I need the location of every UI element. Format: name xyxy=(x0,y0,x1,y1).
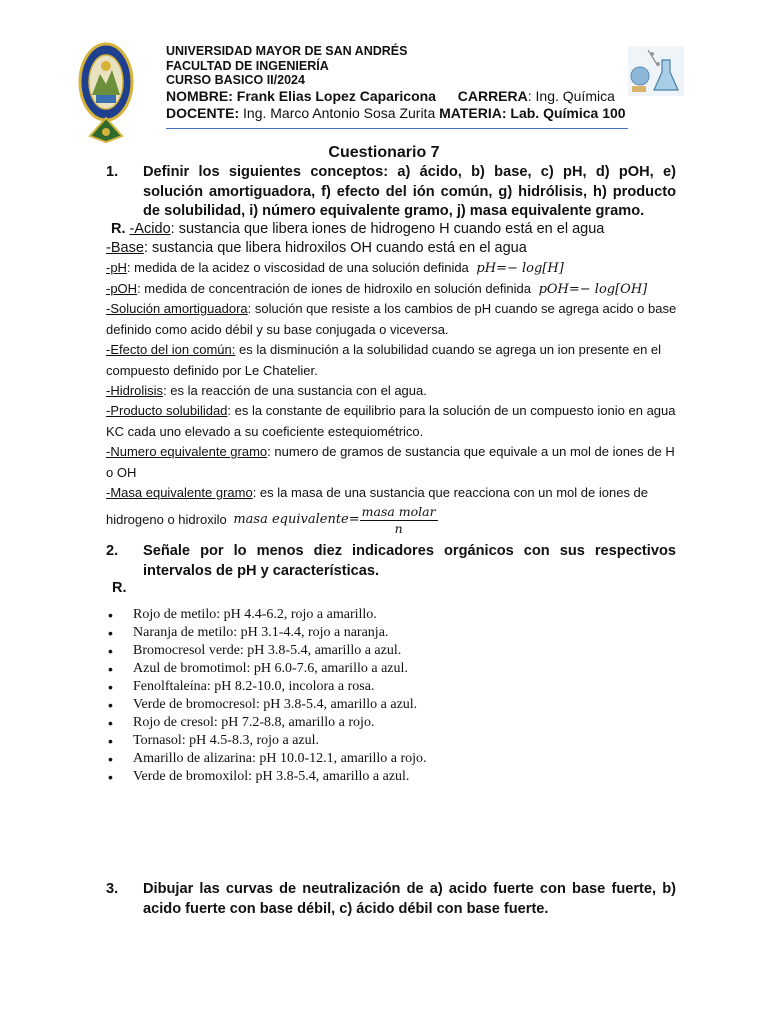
name-line xyxy=(166,88,626,105)
answer-poh xyxy=(106,279,681,301)
teacher-value: Ing. Marco Antonio Sosa Zurita xyxy=(243,104,436,121)
list-item: • Amarillo de alizarina: pH 10.0-12.1, amarillo a rojo. xyxy=(106,750,427,768)
list-item: • Naranja de metilo: pH 3.1-4.4, rojo a naranja. xyxy=(106,624,427,642)
list-item: • Rojo de cresol: pH 7.2-8.8, amarillo a rojo. xyxy=(106,714,427,732)
fraction-denominator: n xyxy=(394,520,403,536)
career-value: : Ing. Química xyxy=(527,87,615,104)
answer-amortiguadora xyxy=(106,299,681,340)
formula-masa-equivalente-fraction xyxy=(360,504,438,537)
question-number: 1. xyxy=(106,164,119,180)
answer-acido xyxy=(106,220,681,239)
term-hidrolisis: -Hidrolisis xyxy=(106,383,164,398)
chemistry-logo xyxy=(628,46,684,96)
def-acido: : sustancia que libera iones de hidrogeno H cuando está en el agua xyxy=(170,221,605,237)
list-item: • Rojo de metilo: pH 4.4-6.2, rojo a amarillo. xyxy=(106,606,427,624)
question-3 xyxy=(106,880,676,919)
def-amortiguadora: : solución que resiste a los cambios de pH cuando se agrega acido o base definido como acido débil y su base conjugada o viceversa. xyxy=(106,301,677,337)
page-title: Cuestionario 7 xyxy=(328,144,440,161)
answer-ph xyxy=(106,258,681,280)
name-label: NOMBRE: xyxy=(166,87,233,104)
formula-poh: pOH=− log[OH] xyxy=(538,282,648,297)
term-base: -Base xyxy=(106,240,144,256)
question-number: 2. xyxy=(106,543,119,559)
list-item: • Verde de bromocresol: pH 3.8-5.4, amarillo a azul. xyxy=(106,696,427,714)
answer-masa-equivalente xyxy=(106,483,681,537)
question-number: 3. xyxy=(106,881,119,897)
career-label: CARRERA xyxy=(457,87,528,104)
list-item: • Azul de bromotimol: pH 6.0-7.6, amarillo a azul. xyxy=(106,660,427,678)
list-item: • Tornasol: pH 4.5-8.3, rojo a azul. xyxy=(106,732,427,750)
teacher-line xyxy=(166,105,626,122)
formula-ph: pH=− log[H] xyxy=(476,261,564,276)
list-item: • Verde de bromoxilol: pH 3.8-5.4, amarillo a azul. xyxy=(106,768,427,786)
answer-base xyxy=(106,239,681,258)
term-poh: -pOH xyxy=(106,281,138,296)
course-name: CURSO BASICO II/2024 xyxy=(166,73,305,88)
term-ph: -pH xyxy=(106,260,127,275)
list-item: • Fenolftaleína: pH 8.2-10.0, incolora a rosa. xyxy=(106,678,427,696)
name-value: Frank Elias Lopez Caparicona xyxy=(236,87,436,104)
question-text: Dibujar las curvas de neutralización de a) acido fuerte con base fuerte, b) acido fuerte con base débil, c) ácido débil con base fuerte. xyxy=(143,881,676,917)
term-ion-comun: -Efecto del ion común: xyxy=(106,342,236,357)
teacher-label: DOCENTE: xyxy=(166,104,240,121)
faculty-name: FACULTAD DE INGENIERÍA xyxy=(166,58,329,73)
header-rule xyxy=(166,128,628,129)
fraction-numerator: masa molar xyxy=(361,503,436,519)
answer-numero-equivalente xyxy=(106,442,681,483)
answer-producto-solubilidad xyxy=(106,401,681,442)
term-acido: -Acido xyxy=(129,221,171,237)
answer-hidrolisis xyxy=(106,381,681,402)
question-2 xyxy=(106,542,676,581)
term-producto-solubilidad: -Producto solubilidad xyxy=(106,403,228,418)
formula-masa-equivalente-lhs: masa equivalente= xyxy=(233,512,360,528)
def-ion-comun: es la disminución a la solubilidad cuando se agrega un ion presente en el compuesto definido por Le Chatelier. xyxy=(106,342,662,378)
question-1 xyxy=(106,163,676,222)
def-masa-equivalente: : es la masa de una sustancia que reacciona con un mol de iones de hidrogeno o hidroxilo xyxy=(106,485,649,527)
university-seal-logo xyxy=(78,40,134,144)
def-poh: : medida de concentración de iones de hidroxilo en solución definida xyxy=(137,281,531,296)
def-numero-equivalente: : numero de gramos de sustancia que equivale a un mol de iones de H o OH xyxy=(106,444,675,480)
def-hidrolisis: : es la reacción de una sustancia con el agua. xyxy=(163,383,427,398)
list-item: • Bromocresol verde: pH 3.8-5.4, amarillo a azul. xyxy=(106,642,427,660)
def-ph: : medida de la acidez o viscosidad de una solución definida xyxy=(126,260,469,275)
def-producto-solubilidad: : es la constante de equilibrio para la solución de un compuesto ionio en agua KC cada uno elevado a su coeficiente estequiométrico. xyxy=(106,403,676,439)
answer-ion-comun xyxy=(106,340,681,381)
indicator-list xyxy=(106,606,427,786)
question-text: Señale por lo menos diez indicadores orgánicos con sus respectivos intervalos de pH y características. xyxy=(143,543,676,579)
subject-value: Lab. Química 100 xyxy=(510,104,626,121)
university-name: UNIVERSIDAD MAYOR DE SAN ANDRÉS xyxy=(166,44,408,58)
term-numero-equivalente: -Numero equivalente gramo xyxy=(106,444,268,459)
term-masa-equivalente: -Masa equivalente gramo xyxy=(106,485,253,500)
term-amortiguadora: -Solución amortiguadora xyxy=(106,301,248,316)
subject-label: MATERIA: xyxy=(439,104,507,121)
def-base: : sustancia que libera hidroxilos OH cuando está en el agua xyxy=(143,240,527,256)
question-text: Definir los siguientes conceptos: a) ácido, b) base, c) pH, d) pOH, e) solución amortiguadora, f) efecto del ión común, g) hidrólisis, h) producto de solubilidad, i) número equivalente gramo, j) masa equivalente gramo. xyxy=(143,164,676,219)
document-header xyxy=(166,44,626,122)
answer-r-label: R. xyxy=(112,580,127,596)
answer-r-label: R. xyxy=(111,221,126,237)
